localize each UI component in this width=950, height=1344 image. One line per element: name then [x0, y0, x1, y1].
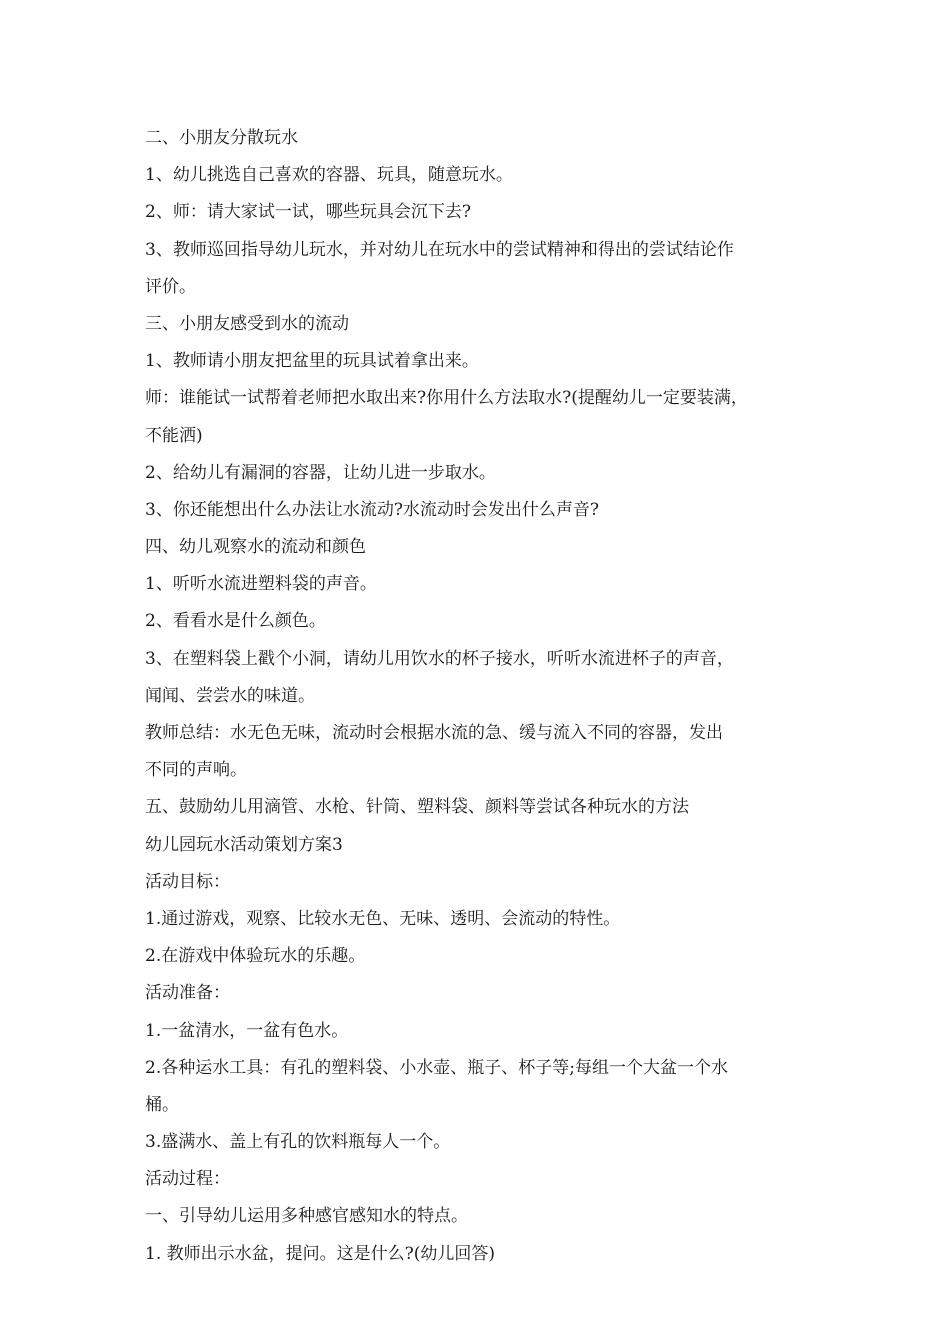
paragraph-line: 闻闻、尝尝水的味道。 [145, 685, 315, 706]
section-heading-3: 三、小朋友感受到水的流动 [145, 313, 349, 334]
activity-process-heading: 活动过程： [145, 1169, 230, 1190]
paragraph-line: 1. 教师出示水盆，提问。这是什么?(幼儿回答) [145, 1243, 496, 1264]
paragraph-line: 教师总结：水无色无味，流动时会根据水流的急、缓与流入不同的容器，发出 [145, 723, 723, 743]
paragraph-line: 1.通过游戏，观察、比较水无色、无味、透明、会流动的特性。 [145, 908, 621, 929]
section-heading-4: 四、幼儿观察水的流动和颜色 [145, 537, 366, 558]
paragraph-line: 1、幼儿挑选自己喜欢的容器、玩具，随意玩水。 [145, 165, 513, 186]
paragraph-line: 3.盛满水、盖上有孔的饮料瓶每人一个。 [145, 1132, 451, 1153]
paragraph-line: 3、你还能想出什么办法让水流动?水流动时会发出什么声音? [145, 499, 600, 520]
paragraph-line: 2、给幼儿有漏洞的容器，让幼儿进一步取水。 [145, 462, 496, 483]
paragraph-line: 1、教师请小朋友把盆里的玩具试着拿出来。 [145, 351, 479, 372]
section-heading-2: 二、小朋友分散玩水 [145, 128, 298, 148]
paragraph-line: 2.各种运水工具：有孔的塑料袋、小水壶、瓶子、杯子等;每组一个大盆一个水 [145, 1057, 728, 1078]
document-body [145, 120, 825, 1273]
activity-preparation-heading: 活动准备： [145, 983, 230, 1004]
paragraph-line: 评价。 [145, 276, 196, 297]
section-heading-5: 五、鼓励幼儿用滴管、水枪、针筒、塑料袋、颜料等尝试各种玩水的方法 [145, 797, 689, 818]
paragraph-line: 1.一盆清水，一盆有色水。 [145, 1020, 349, 1041]
paragraph-line: 3、教师巡回指导幼儿玩水，并对幼儿在玩水中的尝试精神和得出的尝试结论作 [145, 239, 734, 260]
paragraph-line: 不能洒) [145, 425, 203, 446]
plan-title: 幼儿园玩水活动策划方案3 [145, 834, 343, 855]
paragraph-line: 2、看看水是什么颜色。 [145, 611, 326, 632]
section-heading-1: 一、引导幼儿运用多种感官感知水的特点。 [145, 1206, 468, 1227]
paragraph-line: 桶。 [145, 1094, 179, 1115]
paragraph-line: 不同的声响。 [145, 760, 247, 781]
paragraph-line: 1、听听水流进塑料袋的声音。 [145, 574, 377, 595]
paragraph-line: 2.在游戏中体验玩水的乐趣。 [145, 946, 366, 967]
activity-goals-heading: 活动目标： [145, 871, 230, 892]
paragraph-line: 师：谁能试一试帮着老师把水取出来?你用什么方法取水?(提醒幼儿一定要装满， [145, 388, 748, 409]
paragraph-line: 3、在塑料袋上戳个小洞，请幼儿用饮水的杯子接水，听听水流进杯子的声音， [145, 648, 734, 669]
paragraph-line: 2、师：请大家试一试，哪些玩具会沉下去? [145, 202, 471, 223]
